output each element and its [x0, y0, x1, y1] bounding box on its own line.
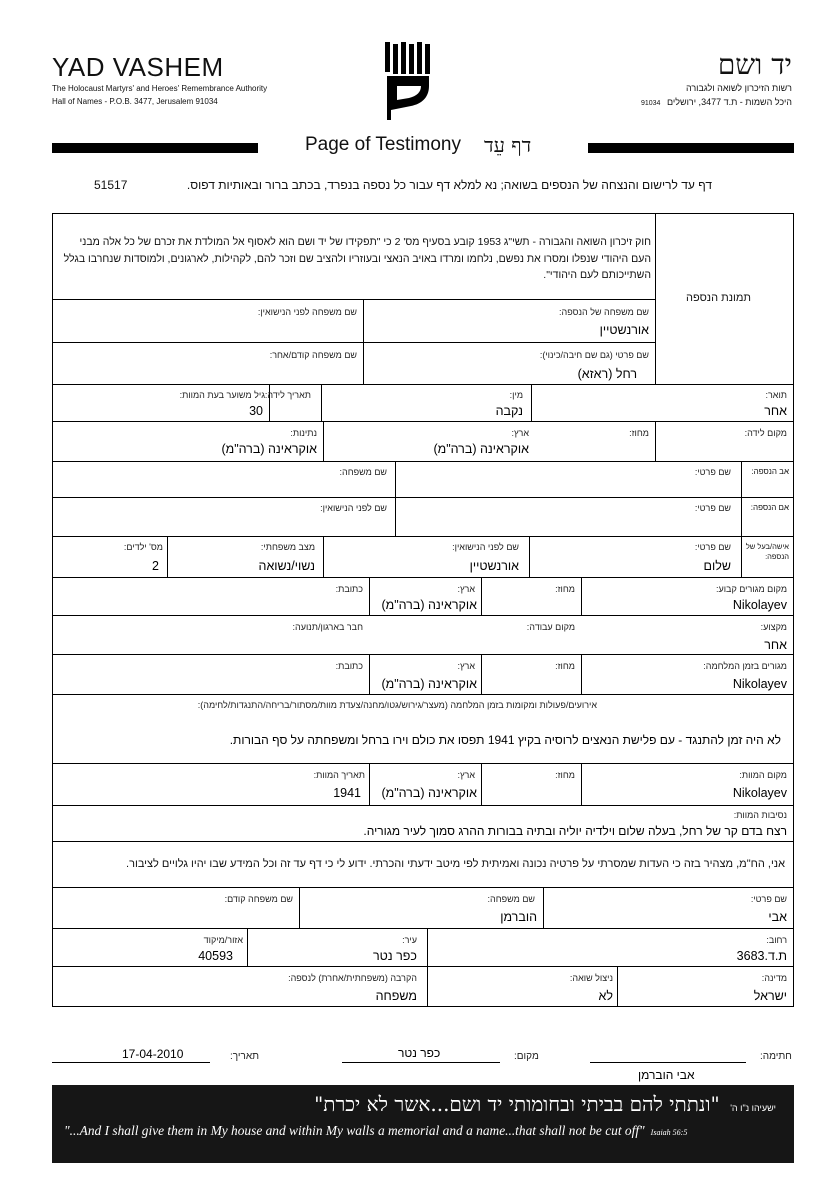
residence-address-label: כתובת:	[335, 584, 363, 594]
residence-country-field[interactable]: אוקראינה (ברה"מ)	[381, 598, 477, 612]
mother-first-name-field[interactable]	[461, 518, 731, 533]
org-address-he	[641, 97, 792, 107]
events-field[interactable]: לא היה זמן להתנגד - עם פלישת הנאצים לרוסיה בקיץ 1941 תפסו את כולם וירו ברחל ומשפחתה על סף הבורות.	[229, 733, 781, 747]
org-subtitle-en: The Holocaust Martyrs' and Heroes' Remembrance Authority	[52, 84, 268, 93]
footer-source-he: ישעיהו נ"ו ה'	[730, 1103, 776, 1113]
birth-district-label: מחוז:	[629, 428, 649, 438]
wartime-address-field[interactable]	[103, 677, 363, 692]
footer-quote-en	[64, 1122, 687, 1140]
children-count-label: מס' ילדים:	[123, 542, 163, 552]
birth-place-field[interactable]	[667, 442, 787, 457]
wartime-district-label: מחוז:	[555, 661, 575, 671]
submitter-last-name-label: שם משפחה:	[487, 894, 535, 904]
death-place-label: מקום המוות:	[739, 770, 787, 780]
zip-he: 91034	[640, 100, 661, 107]
residence-district-label: מחוז:	[555, 584, 575, 594]
father-last-name-field[interactable]	[87, 480, 387, 495]
row-wartime	[52, 655, 794, 695]
circumstances-label: נסיבות המוות:	[733, 810, 787, 820]
birth-date-label: תאריך לידה:	[264, 390, 311, 400]
birth-country-label: ארץ:	[511, 428, 529, 438]
victim-section	[52, 213, 794, 385]
instruction-line	[94, 178, 712, 192]
nationality-field[interactable]: אוקראינה (ברה"מ)	[221, 442, 317, 456]
death-district-label: מחוז:	[555, 770, 575, 780]
residence-country-label: ארץ:	[457, 584, 475, 594]
row-declaration	[52, 842, 794, 888]
street-label: רחוב:	[766, 935, 787, 945]
date-line	[52, 1062, 210, 1063]
country-field[interactable]: ישראל	[753, 989, 787, 1003]
birth-place-label: מקום לידה:	[744, 428, 787, 438]
footer-quote-en-text: "...And I shall give them in My house and within My walls a memorial and a name...that shall not be cut off"	[64, 1123, 645, 1138]
father-first-name-label: שם פרטי:	[694, 467, 731, 477]
workplace-label: מקום עבודה:	[526, 622, 575, 632]
submitter-prev-last-field[interactable]	[73, 910, 293, 925]
marital-status-label: מצב משפחתי:	[260, 542, 315, 552]
title-field[interactable]: אחר	[764, 404, 787, 418]
form-number: 51517	[94, 178, 128, 192]
father-last-name-label: שם משפחה:	[339, 467, 387, 477]
spouse-side-label: אישה/בעל של הנספה:	[745, 542, 789, 561]
yad-vashem-logo	[383, 42, 435, 122]
victim-maiden-label: שם משפחה לפני הנישואין:	[257, 307, 357, 317]
row-spouse	[52, 537, 794, 578]
declaration-text: אני, הח"מ, מצהיר בזה כי העדות שמסרתי על פרטיה נכונה ואמיתית לפי מיטב ידעתי והכרתי. ידוע לי כי דף עד זה וכל המידע שבו יהיו גלויים לציבור.	[126, 858, 785, 870]
zip-field[interactable]: 40593	[198, 949, 233, 963]
gender-label: מין:	[509, 390, 523, 400]
country-label: מדינה:	[761, 973, 787, 983]
mother-side-label: אם הנספה:	[750, 503, 789, 512]
row-residence	[52, 578, 794, 616]
death-country-label: ארץ:	[457, 770, 475, 780]
victim-last-name-field[interactable]: אורנשטיין	[599, 323, 649, 337]
signature-line[interactable]	[590, 1062, 746, 1063]
row-events	[52, 695, 794, 764]
residence-field[interactable]: Nikolayev	[732, 598, 787, 612]
residence-address-field[interactable]	[103, 598, 363, 613]
age-field[interactable]: 30	[249, 404, 263, 418]
submitter-first-name-label: שם פרטי:	[750, 894, 787, 904]
wartime-country-field[interactable]: אוקראינה (ברה"מ)	[381, 677, 477, 691]
profession-field[interactable]: אחר	[764, 638, 787, 652]
date-field[interactable]: 17-04-2010	[122, 1047, 184, 1061]
spouse-maiden-label: שם לפני הנישואין:	[452, 542, 519, 552]
mother-first-name-label: שם פרטי:	[694, 503, 731, 513]
city-field[interactable]: כפר נטר	[372, 949, 417, 963]
photo-label: תמונת הנספה	[686, 292, 751, 304]
death-date-field[interactable]: 1941	[333, 786, 361, 800]
victim-prev-last-label: שם משפחה קודם/אחר:	[269, 350, 357, 360]
footer-quote-he-text: "ונתתי להם בביתי ובחומותי יד ושם...אשר לא יכרת"	[314, 1092, 720, 1116]
title-he: דף עֵד	[484, 133, 532, 157]
birth-date-field[interactable]	[111, 404, 311, 419]
death-date-label: תאריך המוות:	[313, 770, 365, 780]
signature-label: חתימה:	[760, 1051, 792, 1062]
zip-label: אזור/מיקוד	[203, 935, 243, 945]
wartime-address-label: כתובת:	[335, 661, 363, 671]
victim-first-name-label: שם פרטי (גם שם חיבה/כינוי):	[539, 350, 649, 360]
footer-quote-he	[314, 1092, 776, 1117]
signer-name: אבי הוברמן	[638, 1068, 695, 1082]
wartime-place-field[interactable]: Nikolayev	[732, 677, 787, 691]
row-father	[52, 462, 794, 498]
spouse-maiden-field[interactable]: אורנשטיין	[469, 559, 519, 573]
death-country-field[interactable]: אוקראינה (ברה"מ)	[381, 786, 477, 800]
victim-prev-last-field[interactable]	[67, 367, 357, 382]
father-side-label: אב הנספה:	[751, 467, 789, 476]
row-birth-place	[52, 422, 794, 462]
victim-last-name-label: שם משפחה של הנספה:	[558, 307, 649, 317]
workplace-field[interactable]	[375, 638, 575, 653]
mother-maiden-label: שם לפני הנישואין:	[320, 503, 387, 513]
death-place-field[interactable]: Nikolayev	[732, 786, 787, 800]
profession-label: מקצוע:	[760, 622, 787, 632]
wartime-place-label: מגורים בזמן המלחמה:	[703, 661, 787, 671]
date-label: תאריך:	[230, 1051, 260, 1062]
law-text: חוק זיכרון השואה והגבורה - תשי"ג 1953 קובע בסעיף מס' 2 כי "תפקידו של יד ושם הוא לאסוף אל המולדת את זכרם של כל אלה מבני העם היהודי שנפלו ומסרו את נפשם, נלחמו ומרדו באויב הנאצי ובעוזריו ולהציב שם וזכר להם, לקהילות, לארגונים, ולמוסדות שנחרבו בגלל השתייכותם לעם היהודי".	[63, 236, 651, 281]
place-label: מקום:	[514, 1051, 539, 1062]
marital-status-field[interactable]: נשוי/נשואה	[258, 559, 315, 573]
submitter-prev-last-label: שם משפחה קודם:	[224, 894, 293, 904]
footer-banner	[52, 1085, 794, 1163]
city-label: עיר:	[402, 935, 417, 945]
org-subtitle-he: רשות הזיכרון לשואה ולגבורה	[685, 83, 792, 93]
father-first-name-field[interactable]	[461, 480, 731, 495]
victim-maiden-field[interactable]	[67, 323, 357, 338]
photo-area[interactable]	[656, 214, 794, 384]
survivor-label: ניצול שואה:	[569, 973, 613, 983]
spouse-first-name-field[interactable]: שלום	[703, 559, 731, 573]
instruction-text: דף עד לרישום והנצחה של הנספים בשואה; נא למלא דף עבור כל נספה בנפרד, בכתב ברור ובאותיות דפוס.	[186, 178, 712, 192]
row-circumstances	[52, 806, 794, 842]
relation-field[interactable]: משפחה	[375, 989, 417, 1003]
place-field[interactable]: כפר נטר	[398, 1046, 441, 1060]
mother-maiden-field[interactable]	[87, 518, 387, 533]
gender-field[interactable]: נקבה	[495, 404, 523, 418]
row-work	[52, 616, 794, 655]
spouse-first-name-label: שם פרטי:	[694, 542, 731, 552]
children-count-field[interactable]: 2	[152, 559, 159, 573]
row-submitter-country	[52, 967, 794, 1007]
row-title-gender	[52, 385, 794, 422]
member-label: חבר בארגון/תנועה:	[292, 622, 363, 632]
victim-first-name-field[interactable]: רחל (ראזא)	[577, 367, 637, 381]
row-submitter-address	[52, 929, 794, 967]
row-submitter-name	[52, 888, 794, 929]
residence-label: מקום מגורים קבוע:	[715, 584, 787, 594]
nationality-label: נתינות:	[290, 428, 317, 438]
place-line	[342, 1062, 500, 1063]
title-en: Page of Testimony	[305, 134, 461, 155]
org-name-he: יד ושם	[717, 48, 792, 81]
submitter-first-name-field[interactable]: אבי	[768, 910, 787, 924]
address-he-text: היכל השמות - ת.ד 3477, ירושלים	[666, 97, 792, 107]
street-field[interactable]: ת.ד.3683	[736, 949, 787, 963]
member-field[interactable]	[103, 638, 363, 653]
events-label: אירועים/פעולות ומקומות בזמן המלחמה (מעצר/גירוש/גטו/מחנה/צעדת מוות/מסתור/בריחה/התנגדות/לחימה):	[197, 700, 597, 710]
age-label: גיל משוער בעת המוות:	[179, 390, 265, 400]
birth-country-field[interactable]: אוקראינה (ברה"מ)	[433, 442, 529, 456]
circumstances-field[interactable]: רצח בדם קר של רחל, בעלה שלום וילדיה יוליה ובתיה בבורות ההרג סמוך לעיר מגוריה.	[363, 824, 787, 838]
title-label: תואר:	[765, 390, 787, 400]
org-address-en: Hall of Names - P.O.B. 3477, Jerusalem 91034	[52, 97, 218, 106]
row-mother	[52, 498, 794, 537]
wartime-country-label: ארץ:	[457, 661, 475, 671]
relation-label: הקרבה (משפחתית/אחרת) לנספה:	[288, 973, 417, 983]
submitter-last-name-field[interactable]: הוברמן	[500, 910, 537, 924]
footer-source-en: Isaiah 56:5	[650, 1128, 688, 1137]
org-name-en: YAD VASHEM	[52, 52, 224, 82]
row-death	[52, 764, 794, 806]
survivor-field[interactable]: לא	[598, 989, 613, 1003]
title-bar-right	[588, 143, 794, 153]
title-bar-left	[52, 143, 258, 153]
